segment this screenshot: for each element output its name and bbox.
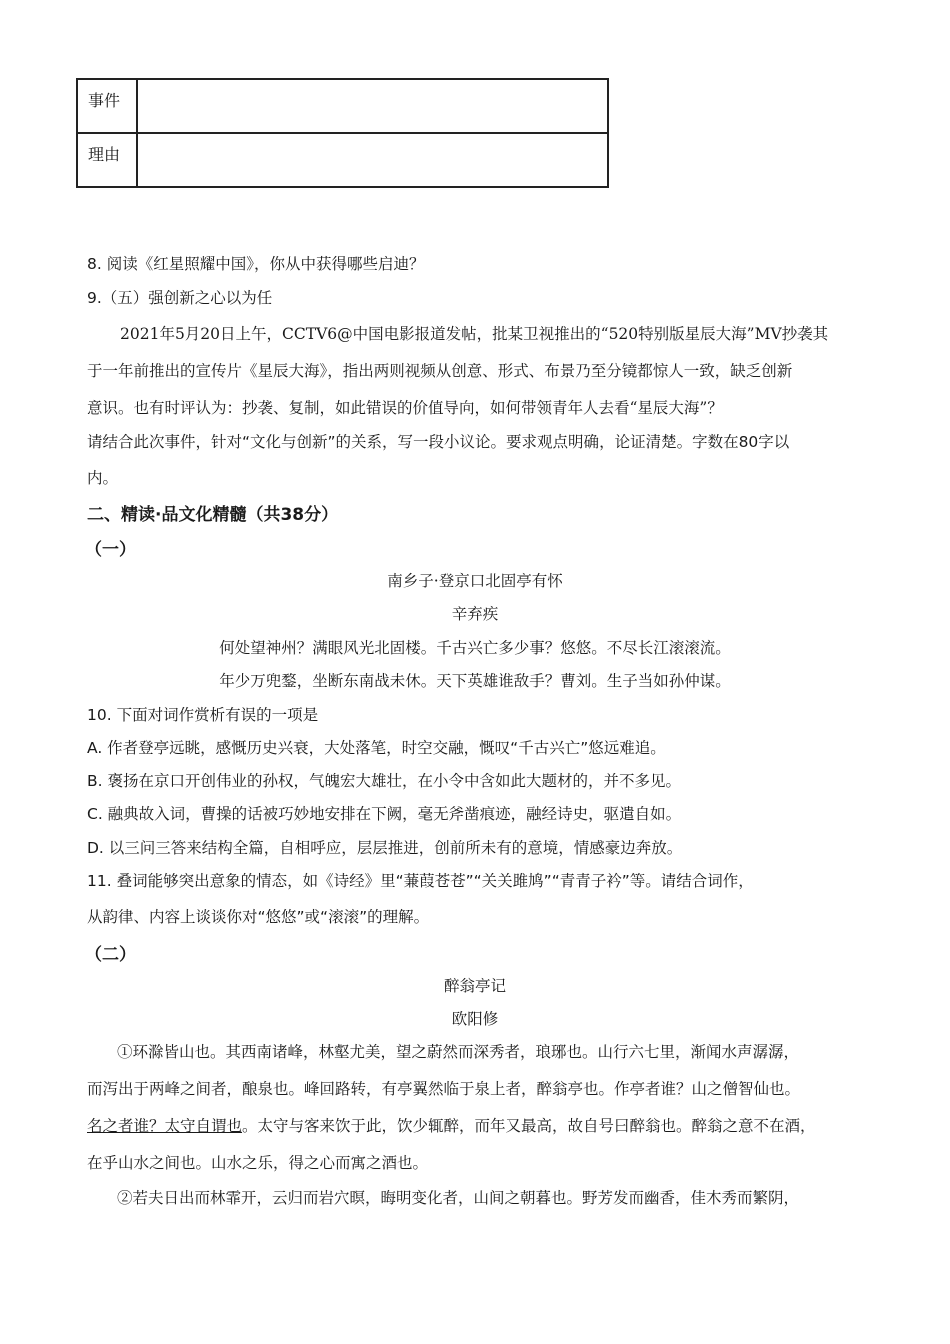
event-label: 事件 [77,79,137,133]
reason-answer-cell[interactable] [137,133,608,187]
question-8: 8. 阅读《红星照耀中国》，你从中获得哪些启迪？ [87,255,425,273]
poem-line: 年少万兜鍪，坐断东南战未休。天下英雄谁敌手？曹刘。生子当如孙仲谋。 [219,672,731,690]
section-2-title: 二、精读·品文化精髓（共38分） [87,505,339,525]
essay-paragraph: ②若夫日出而林霏开，云归而岩穴暝，晦明变化者，山间之朝暮也。野芳发而幽香，佳木秀而繁阴， [117,1189,800,1207]
reason-label: 理由 [77,133,137,187]
option-c: C. 融典故入词，曹操的话被巧妙地安排在下阙，毫无斧凿痕迹，融经诗史，驱遣自如。 [87,805,682,823]
poem-line: 何处望神州？满眼风光北固楼。千古兴亡多少事？悠悠。不尽长江滚滚流。 [219,639,731,657]
question-9-prompt: 内。 [87,469,119,487]
table-row [77,133,608,187]
question-9-title: 9.（五）强创新之心以为任 [87,289,273,307]
essay-title: 醉翁亭记 [443,977,506,995]
essay-paragraph: 在乎山水之间也。山水之乐，得之心而寓之酒也。 [87,1154,429,1172]
question-9-prompt: 请结合此次事件，针对“文化与创新”的关系，写一段小议论。要求观点明确，论证清楚。字数在80字以 [87,433,790,451]
question-11: 从韵律、内容上谈谈你对“悠悠”或“滚滚”的理解。 [87,908,430,926]
poem-title: 南乡子·登京口北固亭有怀 [387,572,563,590]
essay-paragraph: 而泻出于两峰之间者，酿泉也。峰回路转，有亭翼然临于泉上者，醉翁亭也。作亭者谁？山之僧智仙也。 [87,1080,801,1098]
option-d: D. 以三问三答来结构全篇，自相呼应，层层推进，创前所未有的意境，情感豪边奔放。 [87,839,683,857]
question-9-paragraph: 意识。也有时评认为：抄袭、复制，如此错误的价值导向，如何带领青年人去看“星辰大海”？ [87,399,723,417]
table-row [77,79,608,133]
option-a: A. 作者登亭远眺，感慨历史兴衰，大处落笔，时空交融，慨叹“千古兴亡”悠远难追。 [87,739,666,757]
answer-table [76,78,609,188]
underlined-sentence: 名之者谁？太守自谓也 [87,1117,243,1135]
essay-paragraph [87,1114,816,1136]
event-answer-cell[interactable] [137,79,608,133]
question-10: 10. 下面对词作赏析有误的一项是 [87,706,319,724]
part-1-label: （一） [85,540,136,560]
question-9-paragraph: 2021年5月20日上午，CCTV6@中国电影报道发帖，批某卫视推出的“520特别版星辰大海”MV抄袭其 [120,325,829,343]
essay-author: 欧阳修 [451,1010,499,1028]
question-9-paragraph: 于一年前推出的宣传片《星辰大海》，指出两则视频从创意、形式、布景乃至分镜都惊人一致，缺乏创新 [87,362,793,380]
question-11: 11. 叠词能够突出意象的情态，如《诗经》里“蒹葭苍苍”“关关雎鸠”“青青子衿”等。请结合词作， [87,872,754,890]
essay-paragraph: ①环滁皆山也。其西南诸峰，林壑尤美，望之蔚然而深秀者，琅琊也。山行六七里，渐闻水声潺潺， [117,1043,800,1061]
poem-author: 辛弃疾 [451,605,499,623]
essay-text: 。太守与客来饮于此，饮少辄醉，而年又最高，故自号曰醉翁也。醉翁之意不在酒， [242,1117,816,1135]
part-2-label: （二） [85,945,136,965]
option-b: B. 褒扬在京口开创伟业的孙权，气魄宏大雄壮，在小令中含如此大题材的，并不多见。 [87,772,681,790]
